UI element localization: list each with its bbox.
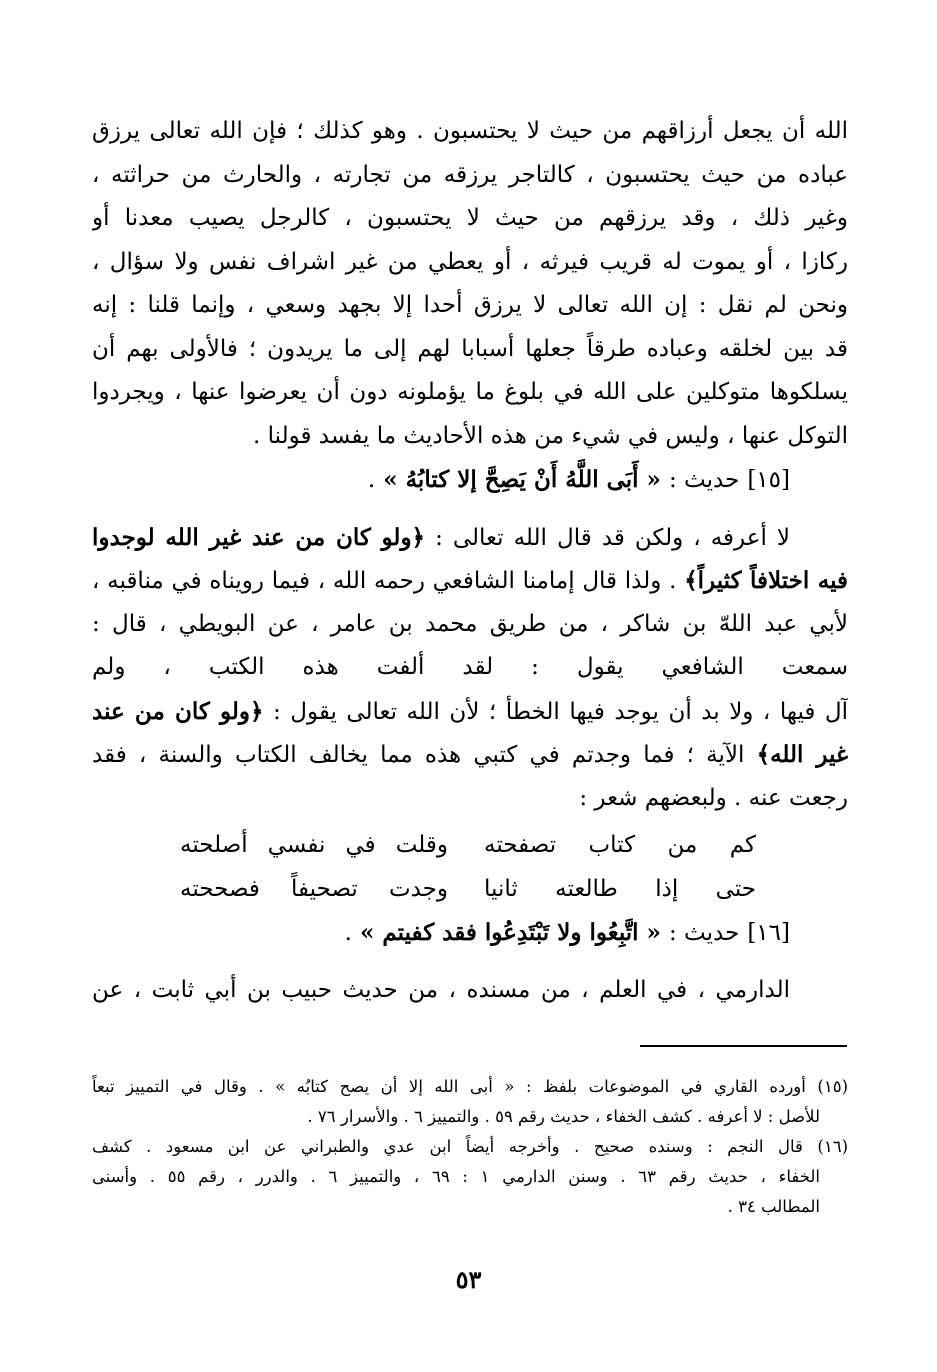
text-segment: آل فيها ، ولا بد أن يوجد فيها الخطأ ؛ لأن الله تعالى يقول : bbox=[272, 698, 848, 725]
footnote-line: المطالب ٣٤ . bbox=[727, 1197, 820, 1216]
hadith-number: [١٥] bbox=[747, 467, 790, 493]
hadith-label: حديث : bbox=[668, 467, 740, 493]
hadith-text: « اتَّبِعُوا ولا تَبْتَدِعُوا فقد كفيتم » bbox=[359, 919, 661, 946]
poem-hemistich-left: وجدت تصحيفاً فصححته bbox=[180, 875, 448, 902]
quran-quote: ﴿ولو كان من عند bbox=[92, 697, 264, 725]
hadith-number: [١٦] bbox=[747, 920, 790, 946]
text-line bbox=[92, 559, 848, 603]
hadith-label: حديث : bbox=[668, 920, 740, 946]
footnote-line: (١٦) قال النجم : وسنده صحيح . وأخرجه أيضاً ابن عدي والطبراني عن ابن مسعود . كشف bbox=[92, 1137, 848, 1156]
poem-verse bbox=[92, 824, 848, 868]
poem-hemistich-right: كم من كتاب تصفحته bbox=[484, 832, 756, 858]
footnote-line: (١٥) أورده القاري في الموضوعات بلفظ : « أبى الله إلا أن يصح كتابُه » . وقال في التمييز تبعاً bbox=[92, 1077, 848, 1096]
text-line: الدارمي ، في العلم ، من مسنده ، من حديث حبيب بن أبي ثابت ، عن bbox=[92, 976, 790, 1003]
text-line: عباده من حيث يحتسبون ، كالتاجر يرزقه من تجارته ، والحارث من حراثته ، bbox=[92, 161, 848, 188]
text-segment: لا أعرفه ، ولكن قد قال الله تعالى : bbox=[435, 524, 791, 551]
footnote-line: للأصل : لا أعرفه . كشف الخفاء ، حديث رقم ٥٩ . والتمييز ٦ . والأسرار ٧٦ . bbox=[307, 1107, 820, 1126]
text-line: يسلكوها متوكلين على الله في بلوغ ما يؤملونه دون أن يعرضوا عنها ، ويجردوا bbox=[92, 379, 848, 405]
poem-hemistich-right: حتى إذا طالعته ثانيا bbox=[484, 875, 756, 902]
text-line: الله أن يجعل أرزاقهم من حيث لا يحتسبون . وهو كذلك ؛ فإن الله تعالى يرزق bbox=[92, 118, 848, 144]
poem bbox=[92, 824, 848, 911]
paragraph-3 bbox=[92, 969, 848, 1013]
hadith-end: . bbox=[367, 467, 376, 493]
hadith-end: . bbox=[344, 920, 352, 946]
text-line: لأبي عبد اللهّ بن شاكر ، من طريق محمد بن عامر ، عن البويطي ، قال : bbox=[92, 610, 848, 637]
footnotes bbox=[92, 1072, 848, 1222]
paragraph-1 bbox=[92, 110, 848, 458]
poem-verse bbox=[92, 868, 848, 912]
quran-quote: فيه اختلافاً كثيراً﴾ bbox=[684, 567, 848, 594]
footnote-15 bbox=[92, 1072, 848, 1132]
quran-quote: غير الله﴾ bbox=[756, 741, 848, 768]
text-line: رجعت عنه . ولبعضهم شعر : bbox=[579, 784, 848, 811]
footnote-divider bbox=[640, 1045, 847, 1047]
text-segment: . ولذا قال إمامنا الشافعي رحمه الله ، فيما رويناه في مناقبه ، bbox=[92, 568, 677, 594]
paragraph-2 bbox=[92, 516, 848, 821]
hadith-15-heading bbox=[92, 458, 848, 502]
text-line: ركازا ، أو يموت له قريب فيرثه ، أو يعطي من غير اشراف نفس ولا سؤال ، bbox=[92, 248, 848, 275]
text-line: ونحن لم نقل : إن الله تعالى لا يرزق أحدا إلا بجهد وسعي ، وإنما قلنا : إنه bbox=[92, 292, 848, 318]
text-line: وغير ذلك ، وقد يرزقهم من حيث لا يحتسبون ، كالرجل يصيب معدنا أو bbox=[92, 205, 848, 231]
footnote-line: الخفاء ، حديث رقم ٦٣ . وسنن الدارمي ١ : ٦٩ ، والتمييز ٦ . والدرر ، رقم ٥٥ . وأسنى bbox=[92, 1167, 820, 1186]
quran-quote: ﴿ولو كان من عند غير الله لوجدوا bbox=[92, 523, 426, 551]
text-line: التوكل عنها ، وليس في شيء من هذه الأحاديث ما يفسد قولنا . bbox=[253, 422, 848, 449]
text-segment: الآية ؛ فما وجدتم في كتبي هذه مما يخالف الكتاب والسنة ، فقد bbox=[92, 742, 745, 768]
hadith-text: « أَبَى اللَّهُ أَنْ يَصِحَّ إلا كتابُهُ » bbox=[383, 466, 661, 493]
text-line bbox=[92, 733, 848, 777]
poem-hemistich-left: وقلت في نفسي أصلحته bbox=[180, 832, 448, 858]
text-line bbox=[92, 690, 848, 734]
page-number: ٥٣ bbox=[455, 1265, 482, 1294]
text-line: سمعت الشافعي يقول : لقد ألفت هذه الكتب ، ولم bbox=[92, 654, 848, 680]
text-line: قد بين لخلقه وعباده طرقاً جعلها أسبابا لهم إلى ما يريدون ؛ فالأولى بهم أن bbox=[92, 335, 848, 362]
footnote-16 bbox=[92, 1132, 848, 1222]
hadith-16-heading bbox=[92, 911, 848, 955]
main-text bbox=[92, 110, 848, 1012]
text-line bbox=[92, 516, 848, 560]
